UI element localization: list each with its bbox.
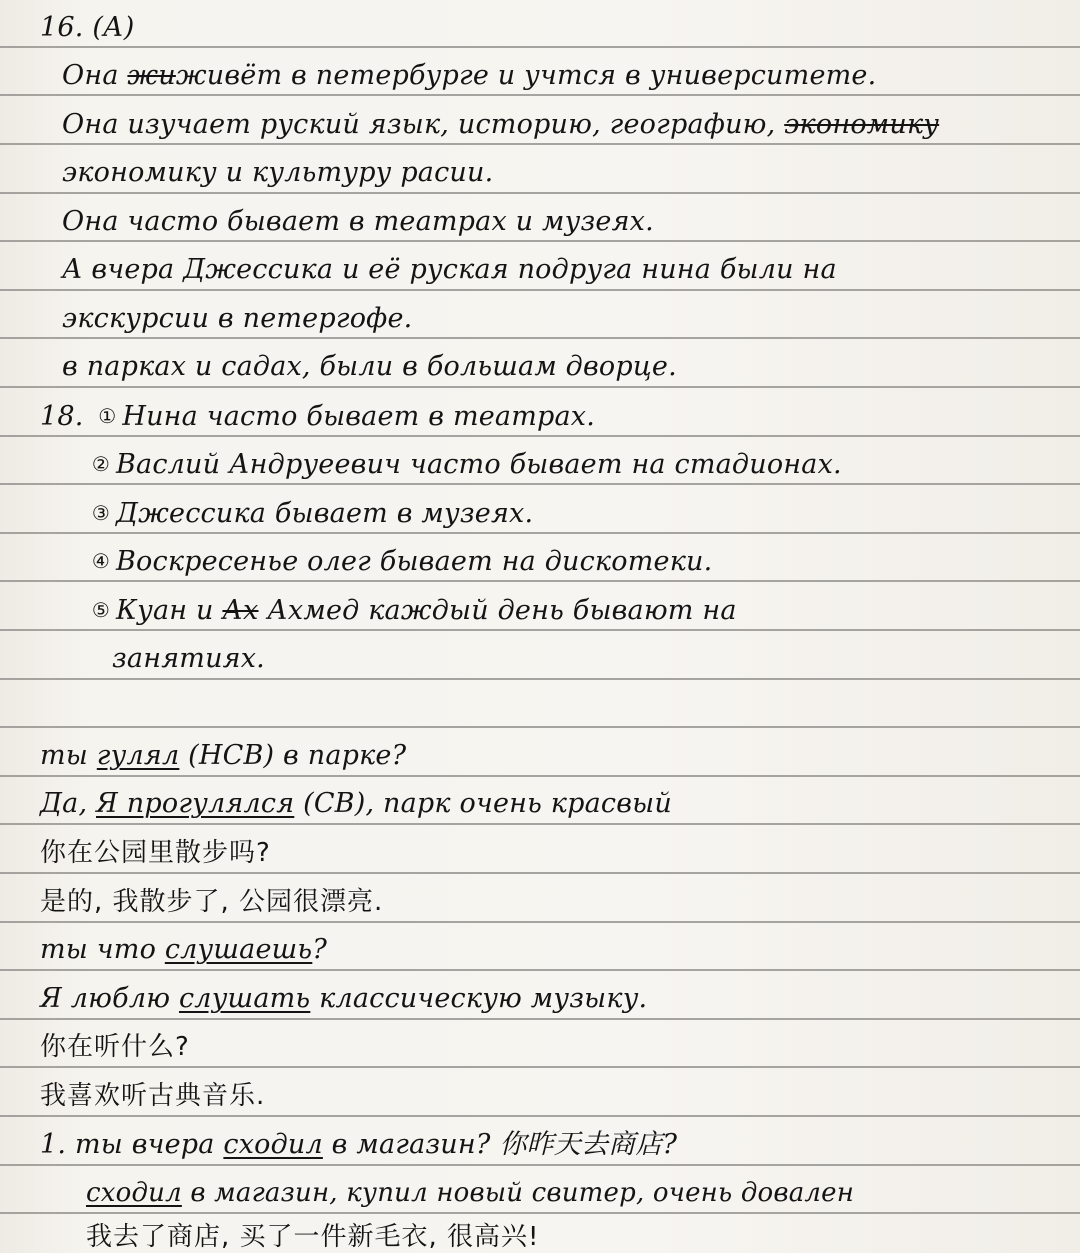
line-15: [0, 687, 1080, 735]
exercise-heading: 16. (А): [40, 12, 135, 43]
underlined-word: сходил: [86, 1178, 182, 1208]
line-prefix: 1. ты вчера: [40, 1129, 224, 1160]
line-2: [0, 56, 1080, 104]
line-text: Джессика бывает в музеях.: [116, 498, 534, 529]
line-12: [0, 541, 1080, 589]
item-number: ②: [91, 452, 111, 476]
line-17: [0, 784, 1080, 832]
line-20: [0, 930, 1080, 978]
crossed-out-word: жи: [127, 60, 176, 91]
line-text: Она часто бывает в театрах и музеях.: [62, 206, 654, 237]
line-text: 你在公园里散步吗?: [40, 838, 271, 868]
line-14: [0, 639, 1080, 687]
crossed-out-word: экономику: [784, 109, 940, 140]
line-19: [0, 882, 1080, 930]
line-text: живёт в петербурге и учтся в университете.: [175, 60, 877, 91]
line-text: экскурсии в петергофе.: [62, 303, 413, 334]
underlined-word: слушаешь: [164, 934, 313, 965]
item-number: ③: [91, 501, 111, 525]
line-text: 你在听什么?: [40, 1032, 190, 1062]
underlined-word: гулял: [96, 740, 180, 771]
line-9: [0, 396, 1080, 444]
line-26: [0, 1217, 1080, 1253]
line-text: 是的, 我散步了, 公园很漂亮.: [40, 887, 384, 917]
line-text: (СВ), парк очень красвый: [294, 788, 672, 819]
crossed-out-word: Ах: [222, 595, 259, 626]
item-number: ⑤: [91, 598, 111, 622]
line-6: [0, 250, 1080, 298]
item-number: ①: [98, 404, 117, 428]
item-number: ④: [91, 549, 111, 573]
line-22: [0, 1027, 1080, 1075]
line-text: занятиях.: [112, 643, 265, 674]
line-text: в магазин, купил новый свитер, очень довален: [181, 1178, 855, 1208]
line-text: Васлий Андруеевич часто бывает на стадионах.: [116, 449, 842, 480]
line-text: классическую музыку.: [310, 983, 648, 1014]
line-4: [0, 153, 1080, 201]
line-11: [0, 493, 1080, 541]
line-25: [0, 1173, 1080, 1221]
line-prefix: ты: [40, 740, 97, 771]
line-8: [0, 347, 1080, 395]
line-prefix: Я люблю: [40, 983, 179, 1014]
line-21: [0, 979, 1080, 1027]
line-prefix: Она: [62, 60, 128, 91]
line-5: [0, 202, 1080, 250]
exercise-number: 18.: [40, 401, 84, 432]
line-text: 我喜欢听古典音乐.: [40, 1081, 266, 1111]
line-18: [0, 833, 1080, 881]
underlined-word: слушать: [178, 983, 311, 1014]
line-text: ?: [312, 934, 328, 965]
line-7: [0, 299, 1080, 347]
underlined-word: сходил: [223, 1129, 323, 1160]
line-text: Ахмед каждый день бывают на: [267, 595, 737, 626]
line-10: [0, 444, 1080, 492]
line-text: Она изучает руский язык, историю, географию,: [62, 109, 776, 140]
line-prefix: Да,: [40, 788, 97, 819]
line-3: [0, 105, 1080, 153]
line-1: [0, 8, 1080, 56]
line-text: 我去了商店, 买了一件新毛衣, 很高兴!: [86, 1222, 540, 1252]
line-text: в магазин? 你昨天去商店?: [322, 1129, 678, 1160]
line-text: А вчера Джессика и её руская подруга нина были на: [62, 254, 837, 285]
line-text: (НСВ) в парке?: [179, 740, 407, 771]
line-24: [0, 1125, 1080, 1173]
line-23: [0, 1076, 1080, 1124]
line-13: [0, 590, 1080, 638]
line-text: в парках и садах, были в большам дворце.: [62, 351, 677, 382]
line-prefix: ты что: [40, 934, 165, 965]
line-text: Нина часто бывает в театрах.: [122, 401, 596, 432]
line-prefix: Куан и: [116, 595, 223, 626]
underlined-word: Я прогулялся: [96, 788, 295, 819]
line-text: экономику и культуру расии.: [62, 157, 494, 188]
line-text: Воскресенье олег бывает на дискотеки.: [116, 546, 713, 577]
line-16: [0, 736, 1080, 784]
